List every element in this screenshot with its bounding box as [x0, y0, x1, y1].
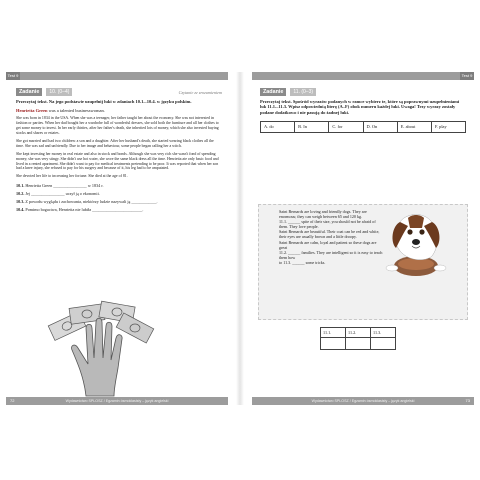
option-d: D. On [364, 122, 398, 132]
answer-label: 11.1. [321, 328, 345, 338]
book-gutter [236, 72, 244, 405]
task-11-instruction: Przeczytaj tekst. Spośród wyrazów podanych w ramce wybierz te, które są poprawnymi uzupełnieniami luk 11.1.–11.3. Wpisz odpowiednią literę (A–F) obok numeru każdej luki. Uwaga! Trzy wyrazy zostały podane dodatkowo i nie pasują do żadnej luki. [260, 99, 460, 115]
question-text: Z powodu wyglądu i zachowania, niektórzy ludzie nazywali ją ____________. [25, 199, 158, 205]
task-10-instruction: Przeczytaj tekst. Na jego podstawie uzupełnij luki w zdaniach 10.1.–10.4. w języku polskim. [16, 99, 192, 104]
answer-table [320, 327, 396, 350]
left-page-content [16, 88, 222, 214]
right-page [252, 72, 474, 405]
question-number: 10.1. [16, 183, 25, 189]
task-10-header [16, 88, 222, 96]
word-options-box [260, 121, 466, 133]
answer-col-11-2 [345, 328, 370, 349]
footer-text: Wydawnictwo SPLOSZ / Egzamin ósmoklasisty – język angielski [311, 399, 415, 403]
left-page [6, 72, 228, 405]
option-c: C. for [329, 122, 363, 132]
option-b: B. In [295, 122, 329, 132]
paragraph: She kept investing her money in real estate and also in stock and bonds. Although she was very rich she wasn't fond of spending money, she was very stingy. She didn't use hot water, she wore the same black dress all the time. Henrietta ate only basic food and lived in a rented apartment. She didn't want to pay for medical treatments pretending to be poor. It was reported that when her son had a knee injury, she refused to pay for his surgery and because of it, his leg had to be amputated. [16, 151, 219, 171]
reading-line: Saint Bernards are loving and friendly dogs. They are enormous; they can weigh between 65 and 120 kg. [279, 209, 367, 220]
task-label: Zadanie [16, 88, 42, 96]
answer-label: 11.2. [346, 328, 370, 338]
option-e: E. about [398, 122, 432, 132]
question-text: Henrietta Green ________________ w 1834 r. [25, 183, 104, 189]
question-10-3[interactable] [16, 198, 222, 206]
answer-box-11-1[interactable] [321, 338, 343, 349]
answer-col-11-3 [370, 328, 395, 349]
task-number: 10. (0–4) [46, 88, 72, 96]
question-number: 10.3. [16, 199, 25, 205]
answer-box-11-2[interactable] [346, 338, 368, 349]
left-top-band [6, 72, 228, 80]
left-page-tab: Test 9 [7, 73, 19, 78]
answer-col-11-1 [321, 328, 345, 349]
gap-11-1-line[interactable]: 11.1. ______ spite of their size, you should not be afraid of them. They love people. [279, 219, 376, 230]
answer-box-11-3[interactable] [371, 338, 393, 349]
right-top-band [252, 72, 474, 80]
question-text: Pomimo bogactwa, Henrietta nie lubiła ________________________. [25, 207, 144, 213]
task-11-header [260, 88, 466, 96]
paragraph: She was born in 1834 in the USA. When she was a teenager, her father taught her about the economy. She was not interested in fashion or parties. When her dad bought her a wardrobe full of wonderful dresses, she sold both the furniture and all her clothes to get some money to invest. In her early thirties, after her father's death, she inherited lots of money, which she also invested buying stocks and shares or estates. [16, 116, 219, 136]
option-f: F. play [434, 123, 447, 129]
task-label: Zadanie [260, 88, 286, 96]
option-a: A. do [261, 122, 295, 132]
page-number: 72 [10, 398, 15, 403]
task-number: 11. (0–3) [290, 88, 316, 96]
gap-11-2-line[interactable]: 11.2. ______ families. They are intelligent so it is easy to teach them how [279, 249, 383, 260]
question-10-1[interactable] [16, 182, 222, 190]
footer-text: Wydawnictwo SPLOSZ / Egzamin ósmoklasisty – język angielski [65, 399, 169, 403]
question-text: Jej ________________ uczył ją o ekonomii. [25, 191, 100, 197]
answer-label: 11.3. [371, 328, 395, 338]
skill-note: Czytanie ze zrozumieniem [178, 89, 222, 95]
task-10-questions [16, 182, 222, 214]
reading-text [279, 209, 383, 265]
title-rest: was a talented businesswoman. [47, 108, 105, 114]
question-number: 10.4. [16, 207, 25, 213]
gap-11-3-line[interactable]: to 11.3. ______ some tricks. [279, 259, 326, 265]
question-number: 10.2. [16, 191, 25, 197]
right-page-tab: Test 9 [461, 73, 473, 78]
page-number: 73 [465, 398, 470, 403]
paragraph: She devoted her life to increasing her fortune. She died at the age of 81. [16, 174, 128, 179]
question-10-4[interactable] [16, 206, 222, 214]
right-page-content [260, 88, 466, 133]
reading-line: Saint Bernards are beautiful. Their coat can be red and white, their eyes are usually brown and a little droopy. [279, 229, 380, 240]
text-title [16, 108, 222, 113]
paragraph: She got married and had two children: a son and a daughter. After her husband's death, she started wearing black clothes all the time. She was sad and unfriendly. Due to her image and behaviour, some people began calling her a witch. [16, 138, 214, 148]
hand-with-banknotes-illustration [42, 298, 162, 398]
left-footer-band [6, 397, 228, 405]
question-10-2[interactable] [16, 190, 222, 198]
right-footer-band [252, 397, 474, 405]
reading-line: Saint Bernards are calm, loyal and patient so these dogs are great [279, 239, 377, 250]
title-name: Henrietta Green [16, 108, 48, 114]
saint-bernard-dog-photo [378, 208, 454, 280]
